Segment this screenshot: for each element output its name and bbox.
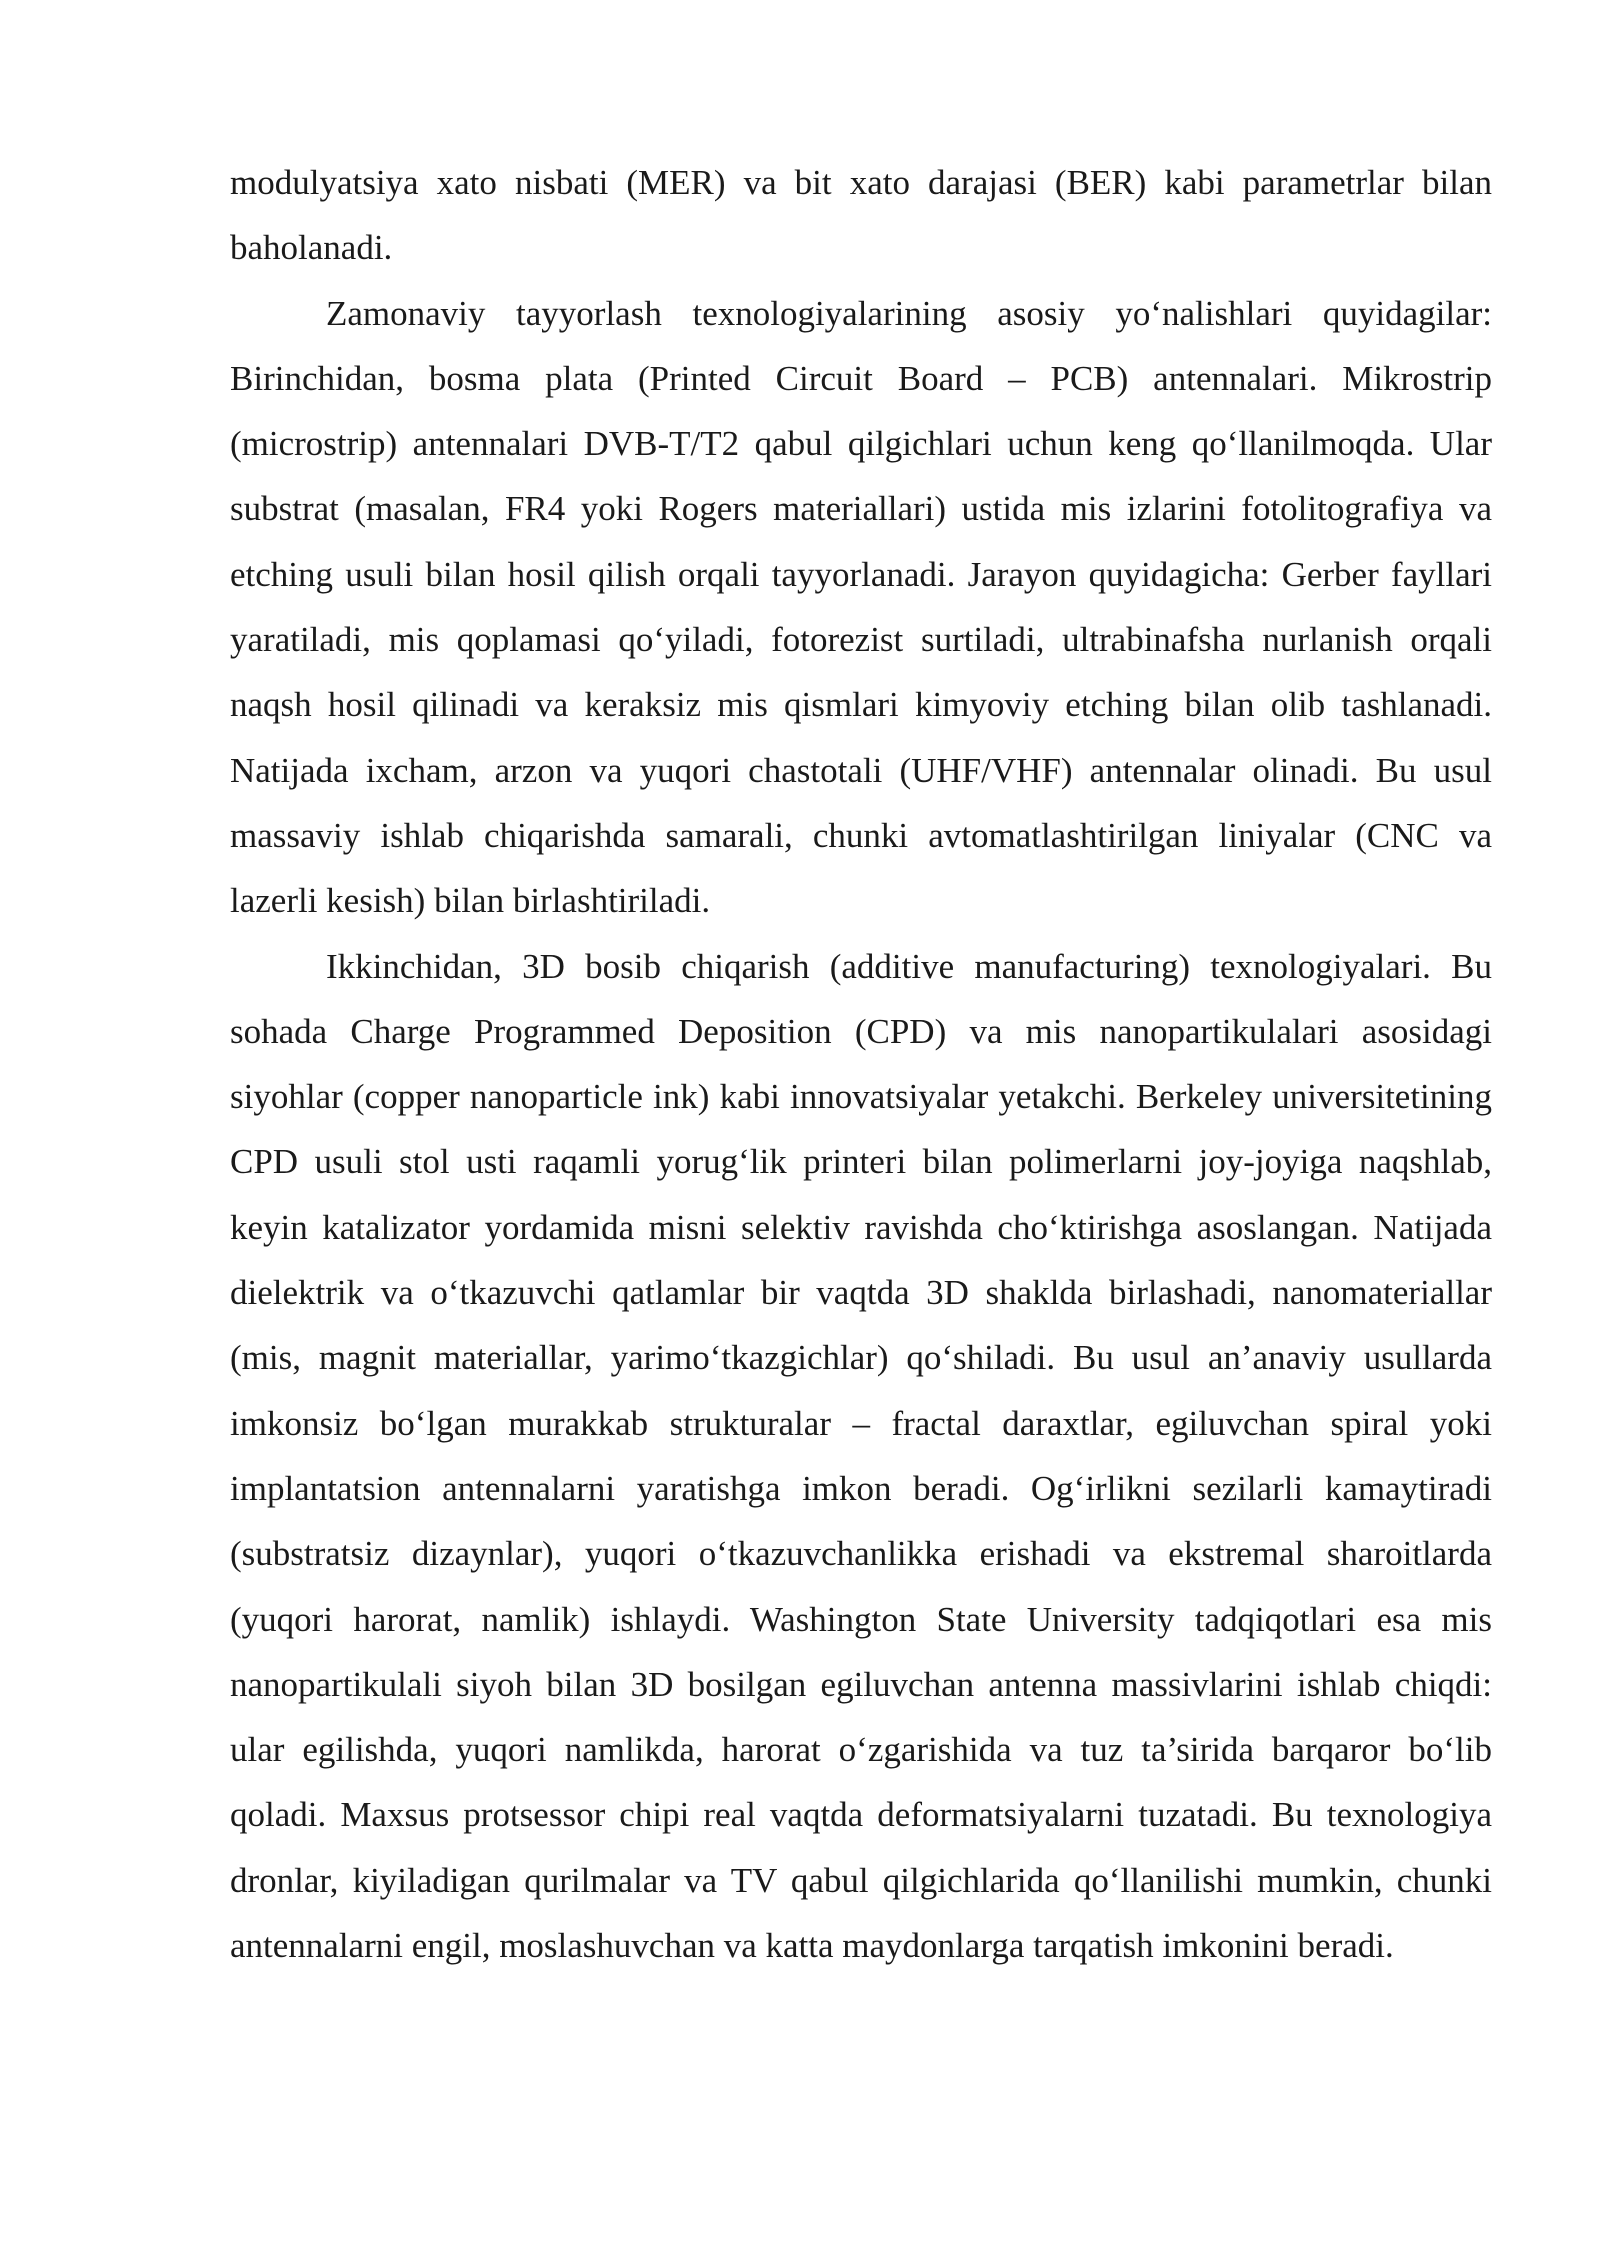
paragraph-continuation: modulyatsiya xato nisbati (MER) va bit xato darajasi (BER) kabi parametrlar bilan baholanadi. bbox=[230, 163, 1492, 268]
paragraph-pcb-antennas: Zamonaviy tayyorlash texnologiyalarining asosiy yo‘nalishlari quyidagilar: Birinchidan, bosma plata (Printed Circuit Board – PCB) antennalari. Mikrostrip (microstrip) antennalari DVB-T/T2 qabul qilgichlari uchun keng qo‘llanilmoqda. Ular substrat (masalan, FR4 yoki Rogers materiallari) ustida mis izlarini fotolitografiya va etching usuli bilan hosil qilish orqali tayyorlanadi. Jarayon quyidagicha: Gerber fayllari yaratiladi, mis qoplamasi qo‘yiladi, fotorezist surtiladi, ultrabinafsha nurlanish orqali naqsh hosil qilinadi va keraksiz mis qismlari kimyoviy etching bilan olib tashlanadi. Natijada ixcham, arzon va yuqori chastotali (UHF/VHF) antennalar olinadi. Bu usul massaviy ishlab chiqarishda samarali, chunki avtomatlashtirilgan liniyalar (CNC va lazerli kesish) bilan birlashtiriladi. bbox=[230, 293, 1492, 921]
paragraph-3d-printing: Ikkinchidan, 3D bosib chiqarish (additive manufacturing) texnologiyalari. Bu sohada Charge Programmed Deposition (CPD) va mis nanopartikulalari asosidagi siyohlar (copper nanoparticle ink) kabi innovatsiyalar yetakchi. Berkeley universitetining CPD usuli stol usti raqamli yorug‘lik printeri bilan polimerlarni joy-joyiga naqshlab, keyin katalizator yordamida misni selektiv ravishda cho‘ktirishga asoslangan. Natijada dielektrik va o‘tkazuvchi qatlamlar bir vaqtda 3D shaklda birlashadi, nanomateriallar (mis, magnit materiallar, yarimo‘tkazgichlar) qo‘shiladi. Bu usul an’anaviy usullarda imkonsiz bo‘lgan murakkab strukturalar – fractal daraxtlar, egiluvchan spiral yoki implantatsion antennalarni yaratishga imkon beradi. Og‘irlikni sezilarli kamaytiradi (substratsiz dizaynlar), yuqori o‘tkazuvchanlikka erishadi va ekstremal sharoitlarda (yuqori harorat, namlik) ishlaydi. Washington State University tadqiqotlari esa mis nanopartikulali siyoh bilan 3D bosilgan egiluvchan antenna massivlarini ishlab chiqdi: ular egilishda, yuqori namlikda, harorat o‘zgarishida va tuz ta’sirida barqaror bo‘lib qoladi. Maxsus protsessor chipi real vaqtda deformatsiyalarni tuzatadi. Bu texnologiya dronlar, kiyiladigan qurilmalar va TV qabul qilgichlarida qo‘llanilishi mumkin, chunki antennalarni engil, moslashuvchan va katta maydonlarga tarqatish imkonini beradi. bbox=[230, 946, 1492, 1966]
document-body bbox=[230, 150, 1492, 1978]
